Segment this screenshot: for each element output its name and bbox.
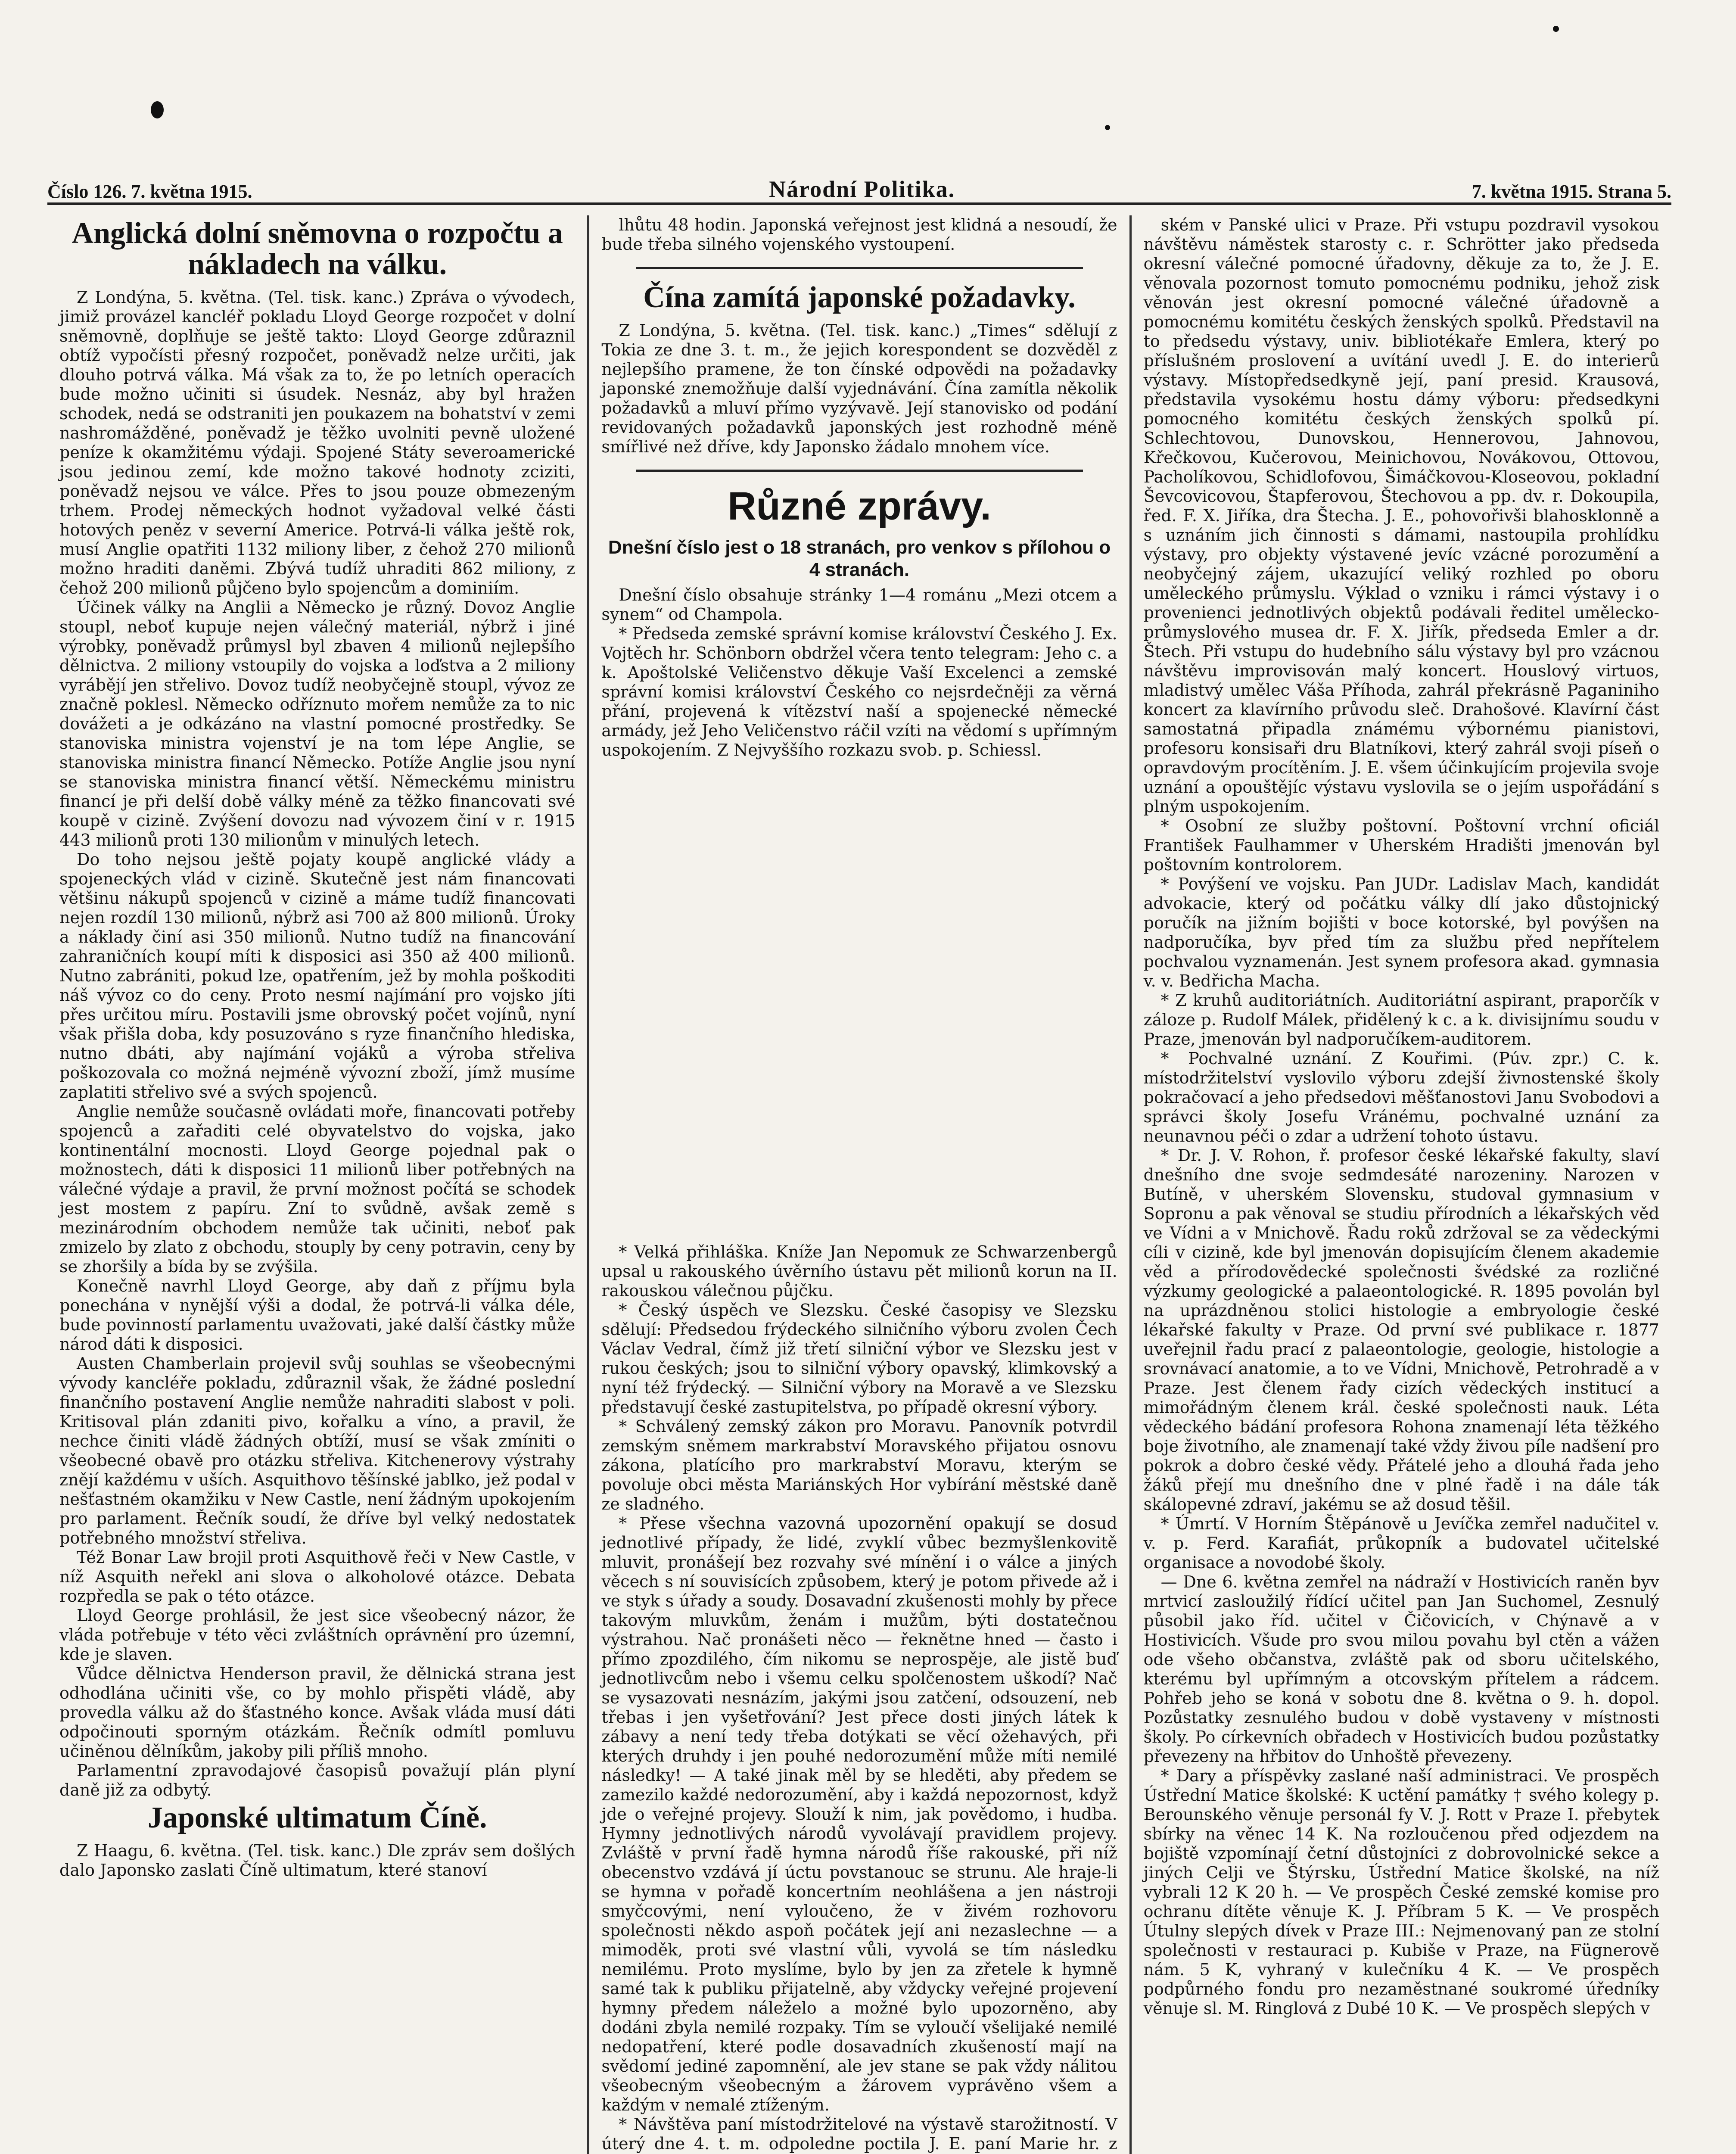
divider bbox=[636, 470, 1083, 472]
masthead-title: Národní Politika. bbox=[769, 176, 955, 202]
paragraph: Parlamentní zpravodajové časopisů považují plán plyní daně již za odbytý. bbox=[59, 1761, 576, 1799]
paragraph: Vůdce dělnictva Henderson pravil, že dělnická strana jest odhodlána učiniti vše, co by mohlo přispěti vládě, aby provedla válku až do šťastného konce. Avšak vláda musí dáti odpočinouti sporným otázkám. Řečník odmítl pomluvu učiněnou dělníkům, jakoby pili příliš mnoho. bbox=[59, 1664, 576, 1761]
article-columns bbox=[47, 215, 1671, 2154]
paragraph: Účinek války na Anglii a Německo je různý. Dovoz Anglie stoupl, neboť kupuje nejen válečný materiál, nýbrž i jiné výrobky, poněvadž průmysl byl zbaven 4 milionů nejlepšího dělnictva. 2 miliony vstoupily do vojska a loďstva a 2 miliony vyrábějí jen střelivo. Dovoz tudíž neobyčejně stoupl, vývoz ze značně poklesl. Německo odříznuto mořem nemůže za to nic dovážeti a je odkázáno na vlastní pomocné prostředky. Se stanoviska ministra vojenství je na tom lépe Anglie, se stanoviska ministra financí Německo. Potíže Anglie jsou nyní se stanoviska ministra financí větší. Německému ministru financí je při delší době války méně za těžko financovati své koupě v cizině. Zvýšení dovozu nad vývozem činí v r. 1915 443 milionů proti 130 milionům v minulých letech. bbox=[59, 598, 576, 850]
column-2 bbox=[587, 215, 1129, 2154]
date-page-info: 7. května 1915. Strana 5. bbox=[1472, 181, 1671, 202]
paragraph: * Úmrtí. V Horním Štěpánově u Jevíčka zemřel nadučitel v. v. p. Ferd. Karafiát, průkopník a budovatel učitelské organisace a novodobé školy. bbox=[1143, 1514, 1659, 1572]
paragraph: * Dr. J. V. Rohon, ř. profesor české lékařské fakulty, slaví dnešního dne svoje sedmdesáté narozeniny. Narozen v Butíně, v uherském Slovensku, studoval gymnasium v Sopronu a pak věnoval se studiu přírodních a lékařských věd ve Vídni a v Mnichově. Řadu roků zdržoval se za vědeckými cíli v cizině, kde byl jmenován dopisujícím členem akademie věd a přírodovědecké společnosti švédské za rozličné výzkumy geologické a palaeontologické. R. 1895 povolán byl na uprázdněnou stolici histologie a embryologie české lékařské fakulty v Praze. Od první své publikace r. 1877 uveřejnil řadu prací z palaeontologie, geologie, histologie a srovnávací anatomie, a to ve Vídni, Mnichově, Petrohradě a v Praze. Jest členem řady cizích vědeckých institucí a mimořádným členem král. české společnosti nauk. Léta vědeckého bádání profesora Rohona znamenají léta těžkého boje životního, ale znamenají také vždy živou píle nadšení pro pokrok a dobro české vědy. Přátelé jeho a dlouhá řada jeho žáků přejí mu dnešního dne v plné řadě i na dále ták skálopevné zdraví, jakému se až dosud těšil. bbox=[1143, 1146, 1659, 1514]
paragraph: lhůtu 48 hodin. Japonská veřejnost jest klidná a nesoudí, že bude třeba silného vojenského vystoupení. bbox=[601, 215, 1117, 254]
ink-spot bbox=[1105, 125, 1110, 130]
article-title-ultimatum: Japonské ultimatum Číně. bbox=[147, 1801, 487, 1834]
paragraph: Austen Chamberlain projevil svůj souhlas se všeobecnými vývody kancléře pokladu, zdůraznil však, že žádné poslední finančního postavení Anglie nemůže nahraditi slabost v poli. Kritisoval plán zdaniti pivo, kořalku a víno, a pravil, že nechce činiti vládě žádných obtíží, musí se však zmíniti o všeobecné obavě pro otázku střeliva. Kitchenerovy výstrahy znějí každému v uších. Asquithovo těšínské jablko, jež podal v nešťastném okamžiku v New Castle, není žádným upokojením pro parlament. Řečník soudí, že dříve byl velký nedostatek potřebného množství střeliva. bbox=[59, 1354, 576, 1547]
article-title-china: Čína zamítá japonské požadavky. bbox=[643, 281, 1076, 314]
paragraph: * Pochvalné uznání. Z Kouřimi. (Púv. zpr.) C. k. místodržitelství vyslovilo výboru zdejší živnostenské školy pokračovací a jeho předsedovi měšťanostovi Janu Svobodovi a správci školy Josefu Vránému, pochvalné uznání za neunavnou péči o zdar a udržení tohoto ústavu. bbox=[1143, 1049, 1659, 1145]
issue-notice: Dnešní číslo jest o 18 stranách, pro venkov s přílohou o 4 stranách. bbox=[608, 537, 1111, 580]
paragraph: * Návštěva paní místodržitelové na výstavě starožitností. V úterý dne 4. t. m. odpoledne poctila J. E. paní Marie hr. z bbox=[601, 2115, 1117, 2153]
page-header bbox=[47, 172, 1671, 205]
paragraph: ském v Panské ulici v Praze. Při vstupu pozdravil vysokou návštěvu náměstek starosty c. r. Schrötter jako předseda okresní válečné pomocné úřadovny, děkuje za to, že J. E. věnovala pozornost tomuto pomocnému podniku, jehož zisk věnován jest okresní pomocné válečné úřadovně a pomocnému komitétu českých ženských spolků. Představil na to předsedu výstavy, univ. bibliotékaře Emlera, který po příslušném proslovení a uvítání uvedl J. E. do interierů výstavy. Místopředsedkyně její, paní presid. Krausová, představila vysokému hostu dámy výboru: předsedkyni pomocného komitétu českých ženských spolků pí. Schlechtovou, Dunovskou, Hennerovou, Jahnovou, Křečkovou, Kučerovou, Meinichovou, Novákovou, Ottovou, Pacholíkovou, Schidlofovou, Šimáčkovou-Kloseovou, pokladní Ševcovicovou, Štapferovou, Štechovou a pp. dv. r. Dokoupila, řed. F. X. Jiříka, dra Štecha. J. E., pohovořivši blahosklonně a s uznáním jich činnosti s dámami, nastoupila prohlídku výstavy, pro objekty výstavené jevíc vzácné porozumění a neobyčejný zájem, ukazující veliký rozhled po oboru uměleckého průmyslu. Výklad o vzniku i rámci výstavy i o provenienci jednotlivých objektů podávali ředitel umělecko-průmyslového musea dr. F. X. Jiřík, předseda Emler a dr. Štech. Při vstupu do hudebního sálu výstavy byl pro vzácnou návštěvu improvisován malý koncert. Houslový virtuos, mladistvý umělec Váša Příhoda, zahrál překrásně Paganiniho koncert za klavírního průvodu sleč. Drahošové. Klavírní část samostatná připadla známému výbornému pianistovi, profesoru konsisaři dru Blatníkovi, který zahrál svoji píseň o opravdovým procítěním. J. E. všem účinkujícím projevila svoje uznání a opouštějíc výstavu vyslovila se o jejím uspořádání s plným uspokojením. bbox=[1143, 215, 1659, 816]
paragraph: Anglie nemůže současně ovládati moře, financovati potřeby spojenců a zařaditi celé obyvatelstvo do vojska, jako kontinentální mocnosti. Lloyd George pojednal pak o možnostech, dáti k disposici 11 milionů liber potřebných na válečné výdaje a pravil, že první možnost počítá se schodek jest mostem z papíru. Zní to svůdně, avšak země s mezinárodním obchodem nemůže tak učiniti, neboť pak zmizelo by zlato z obchodu, stouply by ceny potravin, ceny by se zhoršily a bída by se zvýšila. bbox=[59, 1102, 576, 1276]
paragraph: Z Londýna, 5. května. (Tel. tisk. kanc.) „Times“ sdělují z Tokia ze dne 3. t. m., že jejich korespondent se dozvěděl z nejlepšího pramene, že ton čínské odpovědi na požadavky japonské znemožňuje další vyjednávání. Čína zamítla několik požadavků a mluví přímo vyzývavě. Její stanovisko od podání revidovaných požadavků japonských jest rozhodně méně smířlivé než dříve, kdy Japonsko žádalo mnohem více. bbox=[601, 321, 1117, 456]
paragraph: * Osobní ze služby poštovní. Poštovní vrchní oficiál František Faulhammer v Uherském Hradišti jmenován byl poštovním kontrolorem. bbox=[1143, 816, 1659, 874]
paragraph: Do toho nejsou ještě pojaty koupě anglické vlády a spojeneckých vlád v cizině. Skutečně jest nám financovati většinu nákupů spojenců v cizině a máme tudíž financovati nejen rozdíl 130 milionů, nýbrž asi 700 až 800 milionů. Úroky a náklady činí asi 350 milionů. Nutno tudíž na financování zahraničních koupí míti k disposici asi 350 až 400 milionů. Nutno zabrániti, pokud lze, opatřením, jež by mohla poškoditi náš vývoz co do ceny. Proto nesmí najímání pro vojsko jíti přes určitou míru. Postavili jsme obrovský počet vojínů, nyní však přišla doba, kdy posuzováno s ryze finančního hlediska, nutno dbáti, aby najímání vojáků a výroba střeliva poškozovala co možná nejméně vývozní zboží, jímž musíme zaplatiti střelivo své a svých spojenců. bbox=[59, 850, 576, 1102]
ink-spot bbox=[1553, 26, 1559, 32]
paragraph: * Povýšení ve vojsku. Pan JUDr. Ladislav Mach, kandidát advokacie, který od počátku války dlí jako důstojnický poručík na jižním bojišti v boce kotorské, byl povýšen na nadporučíka, byv před tím za službu před nepřítelem pochvalou vyznamenán. Jest synem profesora akad. gymnasia v. v. Bedřicha Macha. bbox=[1143, 875, 1659, 990]
paragraph: Z Londýna, 5. května. (Tel. tisk. kanc.) Zpráva o vývodech, jimiž provázel kancléř pokladu Lloyd George rozpočet v dolní sněmovně, doplňuje se ještě takto: Lloyd George zdůraznil obtíž vypočísti přesný rozpočet, poněvadž nelze určiti, jak dlouho potrvá válka. Má však za to, že po letních operacích bude možno učiniti si úsudek. Nesnáz, aby byl hražen schodek, nedá se odstraniti jen poukazem na bohatství v zemi nashromážděné, poněvadž je těžko uvolniti pevně uložené peníze k okamžitému výdaji. Spojené Státy severoamerické jsou jedinou zemí, kde možno takové hodnoty zciziti, poněvadž nejsou ve válce. Přes to jsou pouze obmezeným trhem. Prodej německých hodnot vyžadoval velké části hotových peněz v severní Americe. Potrvá-li válka ještě rok, musí Anglie opatřiti 1132 miliony liber, z čehož 270 milionů možno hraditi daněmi. Zbývá tudíž uhraditi 862 miliony, z čehož 200 milionů půjčeno bylo spojencům a dominiím. bbox=[59, 288, 576, 598]
paragraph: * Z kruhů auditoriátních. Auditoriátní aspirant, praporčík v záloze p. Rudolf Málek, přidělený k c. a k. divisijnímu soudu v Praze, jmenován byl nadporučíkem-auditorem. bbox=[1143, 991, 1659, 1049]
section-title-misc: Různé zprávy. bbox=[728, 484, 991, 528]
paragraph: * Schválený zemský zákon pro Moravu. Panovník potvrdil zemským sněmem markrabství Moravského přijatou osnovu zákona, platícího pro markrabství Moravu, kterým se povoluje obci města Mariánských Hor vybírání městské daně ze sladného. bbox=[601, 1417, 1117, 1513]
issue-info: Číslo 126. 7. května 1915. bbox=[47, 181, 252, 202]
divider bbox=[636, 267, 1083, 269]
paragraph: * Dary a příspěvky zaslané naší administraci. Ve prospěch Ústřední Matice školské: K uctění památky † svého kolegy p. Berounského věnuje personál fy V. J. Rott v Praze I. přebytek sbírky na věnec 14 K. Na rozloučenou před odjezdem na bojiště vzpomínají četní důstojníci z dobrovolnické sekce a jiných Celji ve Štýrsku, Ústřední Matice školské, na níž vybrali 12 K 20 h. — Ve prospěch České zemské komise pro ochranu dítěte věnuje K. J. Příbram 5 K. — Ve prospěch Útulny slepých dívek v Praze III.: Nejmenovaný pan ze stolní společnosti v restauraci p. Kubiše v Praze, na Fügnerově nám. 5 K, vyhraný v kulečníku 4 K. — Ve prospěch podpůrného fondu pro nezaměstnané soukromé úředníky věnuje sl. M. Ringlová z Dubé 10 K. — Ve prospěch slepých v bbox=[1143, 1766, 1659, 2018]
paragraph: * Předseda zemské správní komise království Českého J. Ex. Vojtěch hr. Schönborn obdržel včera tento telegram: Jeho c. a k. Apoštolské Veličenstvo děkuje Vaší Excelenci a zemské správní komisi království Českého co nejsrdečněji za věrná přání, projevená k vítězství naší a spojenecké německé armády, jež Jeho Veličenstvo ráčil vzíti na vědomí s upřímným uspokojením. Z Nejvyššího rozkazu svob. p. Schiessl. bbox=[601, 624, 1117, 760]
paragraph: * Přese všechna vazovná upozornění opakují se dosud jednotlivé případy, že lidé, zvyklí vůbec bezmyšlenkovitě mluvit, pronášejí bez rozvahy své mínění i o válce a jiných věcech s ní souvisících způsobem, který je potom přivede až i ve styk s úřady a soudy. Dosavadní zkušenosti mohly by přece takovým mluvkům, ženám i mužům, býti dostatečnou výstrahou. Nač pronášeti něco — řeknětne hned — často i přímo zpozdilého, čím nikomu se neprospěje, ale jistě buď jednotlivcům nebo i všemu celku spolčenostem uškodí? Nač se vysazovati nesnázím, jakými jsou zatčení, odsouzení, neb třebas i jen vyšetřování? Jest přece dosti jiných látek k zábavy a není tedy třeba dotýkati se věcí ožehavých, při kterých druhdy i jen pouhé nedorozumění může míti nemilé následky! — A také jinak měl by se hleděti, aby předem se zamezilo každé nedorozumění, aby i každá nepozornost, když jde o veřejné projevy. Slouží k nim, jak povědomo, i hudba. Hymny jednotlivých národů vyvolávají pravidlem projevy. Zvláště v první řadě hymna národů říše rakouské, při níž obecenstvo vzdává jí úctu povstanouc se strunu. Ale hraje-li se hymna v pořadě koncertním neohlášena a jen nástroji smyčcovými, není vyloučeno, že v živém rozhovoru společnosti někdo aspoň počátek její ani nezaslechne — a mimoděk, proti své vlastní vůli, vyvolá se tím následku nemilému. Proto myslíme, bylo by jen za zřetele k hymně samé tak k publiku přijatelně, aby vždycky veřejné projevení hymny předem náleželo a možné bylo upozorněno, aby dodáni zbyla nemilé rozpaky. Tím se vyloučí všelijaké nemilé nedopatření, které podle dosavadních zkušeností mají na svědomí jediné zapomnění, ale jev stane se pak vždy nálitou všeobecným všeobecným a žárovem vyprávěno všem a každým v nemalé ztíženým. bbox=[601, 1514, 1117, 2114]
column-1 bbox=[47, 215, 587, 2154]
paragraph: * Český úspěch ve Slezsku. České časopisy ve Slezsku sdělují: Předsedou frýdeckého silničního výboru zvolen Čech Václav Vedral, čímž již třetí silniční výbor ve Slezsku jest v rukou českých; jsou to silniční výbory opavský, klimkovský a nyní též frýdecký. — Silniční výbory na Moravě a ve Slezsku představují české zastupitelstva, po případě okresní výbory. bbox=[601, 1301, 1117, 1416]
column-3 bbox=[1129, 215, 1671, 2154]
paragraph: — Dne 6. května zemřel na nádraží v Hostivicích raněn byv mrtvicí zasloužilý řídící učitel pan Jan Suchomel, Zesnulý působil jako říd. učitel v Čičovicích, v Chýnavě a v Hostivicích. Všude pro svou milou povahu byl ctěn a vážen ode všeho občanstva, zvláště pak od sboru učitelského, kterému byl upřímným a otcovským přítelem a rádcem. Pohřeb jeho se koná v sobotu dne 8. května o 9. h. dopol. Pozůstatky zesnulého budou v době vystaveny v místnosti školy. Po církevních obřadech v Hostivicích budou pozůstatky převezeny na hřbitov do Unhoště převezeny. bbox=[1143, 1572, 1659, 1766]
ink-spot bbox=[151, 101, 164, 118]
paragraph: Konečně navrhl Lloyd George, aby daň z příjmu byla ponechána v nynější výši a dodal, že potrvá-li válka déle, bude povinností parlamentu uvažovati, jaké další částky může národ dáti k disposici. bbox=[59, 1276, 576, 1354]
paragraph: Lloyd George prohlásil, že jest sice všeobecný názor, že vláda potřebuje v této věci zvláštních oprávnění pro územní, kde je slaven. bbox=[59, 1606, 576, 1664]
paragraph: Též Bonar Law brojil proti Asquithově řeči v New Castle, v níž Asquith neřekl ani slova o alkoholové otázce. Debata rozpředla se pak o této otázce. bbox=[59, 1548, 576, 1606]
paragraph: Z Haagu, 6. května. (Tel. tisk. kanc.) Dle zpráv sem došlých dalo Japonsko zaslati Číně ultimatum, které stanoví bbox=[59, 1841, 576, 1880]
paragraph: Dnešní číslo obsahuje stránky 1—4 románu „Mezi otcem a synem“ od Champola. bbox=[601, 585, 1117, 624]
paragraph: * Velká přihláška. Kníže Jan Nepomuk ze Schwarzenbergů upsal u rakouského úvěrního ústavu pět milionů korun na II. rakouskou válečnou půjčku. bbox=[601, 1242, 1117, 1300]
blank-space bbox=[601, 760, 1117, 1242]
article-title-budget: Anglická dolní sněmovna o rozpočtu a nákladech na válku. bbox=[72, 217, 563, 281]
